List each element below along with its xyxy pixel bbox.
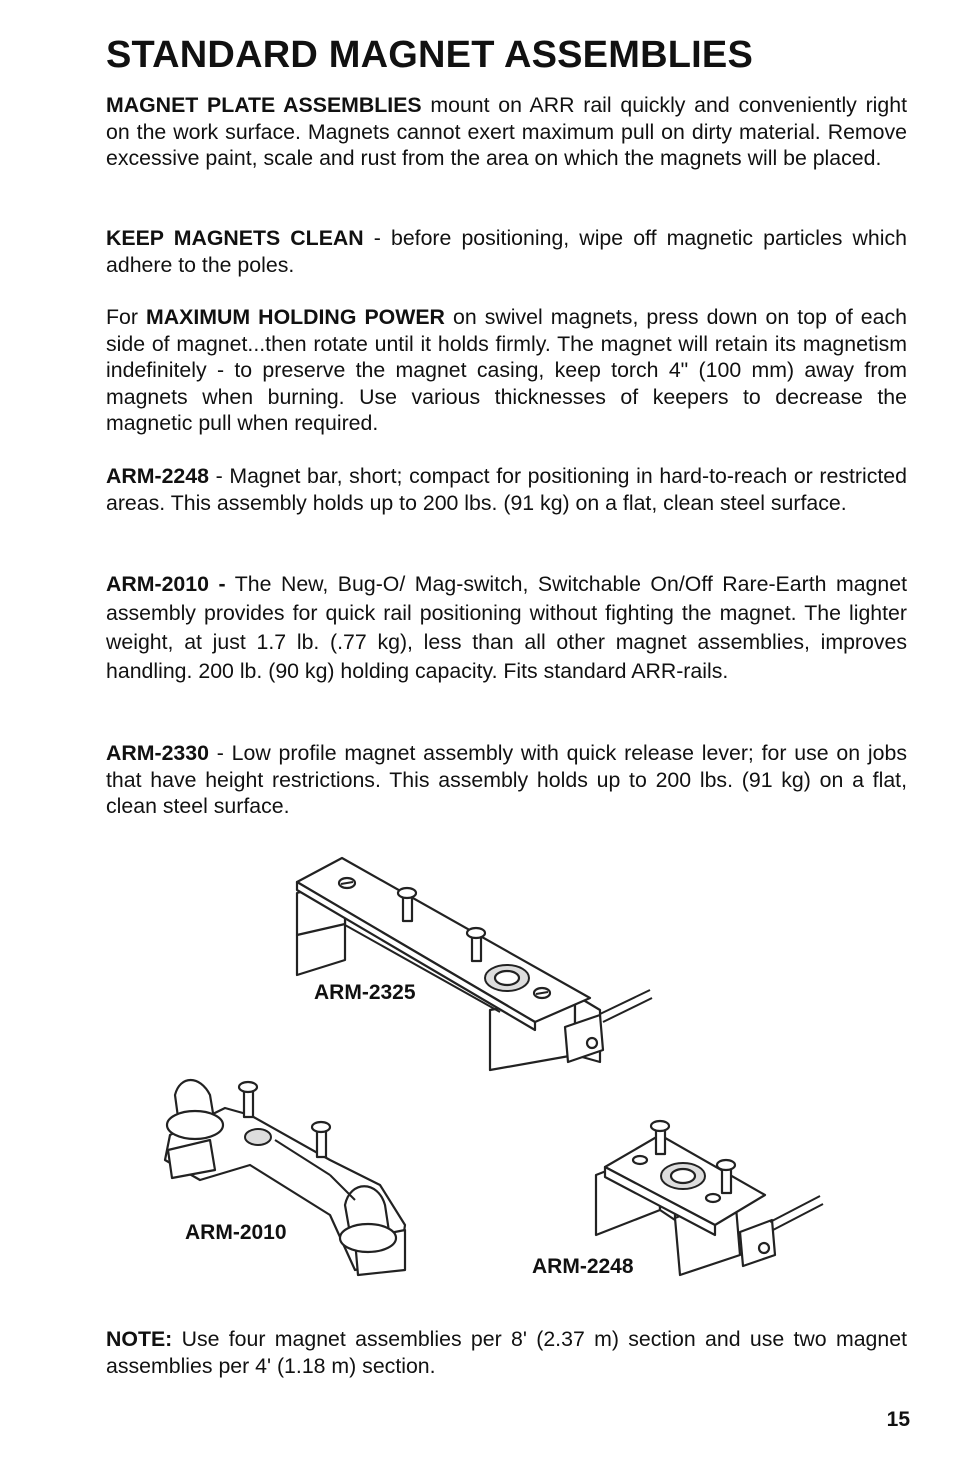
arm-2325-drawing (297, 858, 652, 1070)
note-paragraph (106, 1326, 907, 1379)
paragraph-text: - Low profile magnet assembly with quick release lever; for use on jobs that have height restrictions. This assembly holds up to 200 lbs. (91 kg) on a flat, clean steel surface. (106, 741, 907, 818)
bold-term: MAGNET PLATE ASSEMBLIES (106, 93, 422, 117)
bold-term: ARM-2010 - (106, 572, 226, 596)
bold-term: KEEP MAGNETS CLEAN (106, 226, 364, 250)
bold-term: ARM-2248 (106, 464, 209, 488)
arm-2010-drawing (165, 1080, 405, 1275)
page-number: 15 (886, 1408, 910, 1431)
paragraph-text: The New, Bug-O/ Mag-switch, Switchable On/Off Rare-Earth magnet assembly provides for quick rail positioning without fighting the magnet. The lighter weight, at just 1.7 lb. (.77 kg), less than all other magnet assemblies, improves handling. 200 lb. (90 kg) holding capacity. Fits standard ARR-rails. (106, 572, 908, 683)
paragraph-prefix: For (106, 305, 147, 329)
note-label: NOTE: (106, 1327, 173, 1351)
paragraph-text: on swivel magnets, press down on top of each side of magnet...then rotate until it holds firmly. The magnet will retain its magnetism indefinitely - to preserve the magnet casing, keep torch 4" (100 mm) away from magnets when burning. Use various thicknesses of keepers to decrease the magnetic pull when required. (106, 305, 907, 435)
arm-2248-drawing (596, 1121, 823, 1275)
bold-term: ARM-2330 (106, 741, 209, 765)
bold-term: MAXIMUM HOLDING POWER (146, 305, 445, 329)
paragraph-text: Use four magnet assemblies per 8' (2.37 m) section and use two magnet assemblies per 4' (1.18 m) section. (106, 1327, 907, 1378)
paragraph-text: mount on ARR rail quickly and conveniently right on the work surface. Magnets cannot exert maximum pull on dirty material. Remove excessive paint, scale and rust from the area on which the magnets will be placed. (106, 93, 907, 170)
paragraph-text: - Magnet bar, short; compact for positioning in hard-to-reach or restricted areas. This assembly holds up to 200 lbs. (91 kg) on a flat, clean steel surface. (106, 464, 907, 515)
label-arm-2248: ARM-2248 (532, 1255, 634, 1278)
label-arm-2010: ARM-2010 (185, 1221, 287, 1244)
paragraph-text: - before positioning, wipe off magnetic particles which adhere to the poles. (106, 226, 907, 277)
label-arm-2325: ARM-2325 (314, 981, 416, 1004)
page-title: STANDARD MAGNET ASSEMBLIES (106, 34, 753, 76)
